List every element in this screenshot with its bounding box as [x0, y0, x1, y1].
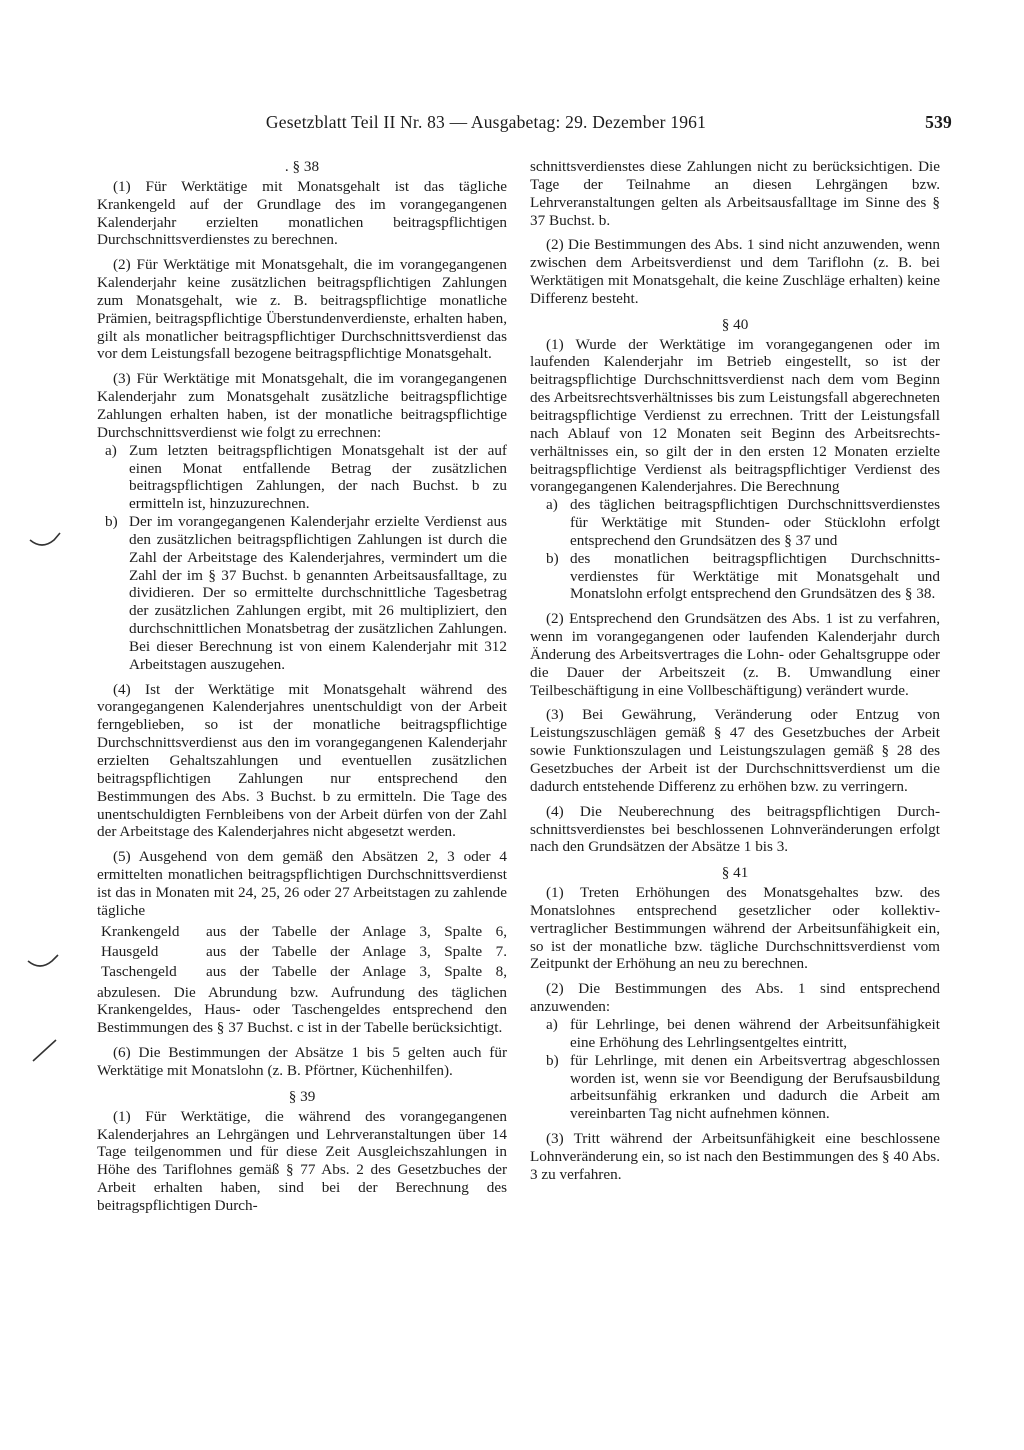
s41-item-a — [546, 1016, 940, 1052]
s38-item-b — [105, 513, 507, 674]
table-row — [101, 922, 507, 942]
right-column — [530, 158, 940, 1184]
benefit-source: aus der Tabelle der Anlage 3, Spalte 7. — [206, 942, 507, 960]
s40-item-b — [546, 550, 940, 604]
item-text: des monatlichen beitragspflichtigen Durchschnittsverdienstes für Werktätige mit Monatsgehalt und Monatslohn erfolgt entsprechend den Grundsätzen des § 38. — [570, 549, 940, 603]
s40-paragraph-4: (4) Die Neuberechnung des beitragspflichtigen Durchschnittsverdienstes bei beschlossenen Lohnveränderungen erfolgt nach den Grundsätzen der Absätze 1 bis 3. — [530, 802, 940, 856]
s41-paragraph-3: (3) Tritt während der Arbeitsunfähigkeit eine beschlossene Lohnveränderung ein, so ist nach den Bestimmungen des § 40 Abs. 3 zu verfahren. — [530, 1130, 940, 1183]
page-number: 539 — [925, 112, 952, 132]
table-row — [101, 942, 507, 962]
s40-paragraph-1: (1) Wurde der Werktätige im vorangegangenen oder im laufenden Kalenderjahr im Betrieb eingestellt, so ist der beitragspflichtige Durchschnittsverdienst nach dem vom Beginn des Arbeitsrechtsverhältnisses bis zum Leistungsfall abgerechneten beitragspflichtige Verdienst zu errechnen. Tritt der Leistungsfall nach Ablauf von 12 Monaten seit Beginn des Arbeitsrechtsverhältnisses ein, so gilt der in den ersten 12 Monaten erzielte beitragspflichtige Verdienst als beitragspflichtiger Verdienst des vorangegangenen Kalenderjahres. Die Berechnung — [530, 335, 940, 496]
s40-item-a — [546, 496, 940, 550]
item-text: Der im vorangegangenen Kalenderjahr erzielte Verdienst aus den zusätzlichen beitragspflichtigen Zahlungen ist durch die Zahl der Arbeitstage des Kalenderjahres, vermindert um die Zahl der im § 37 Buchst. b genannten Arbeitsausfalltage, zu dividieren. Der so ermittelte durchschnittliche Tagesbetrag der zusätzlichen Zahlungen ergibt, mit 26 multipliziert, den durchschnittlichen Monatsbetrag der zusätzlichen Zahlungen. Bei dieser Berechnung ist von einem Kalenderjahr mit 312 Arbeitstagen auszugehen. — [129, 513, 507, 673]
table-row — [101, 962, 507, 982]
s40-paragraph-3: (3) Bei Gewährung, Veränderung oder Entzug von Leistungszuschlägen gemäß § 47 des Gesetzbuches der Arbeit sowie Funktionszulagen und Leistungszulagen gemäß § 28 des Gesetzbuches der Arbeit ist der Durchschnittsverdienst um die dadurch entstehende Differenz zu erhöhen bzw. zu verringern. — [530, 706, 940, 795]
left-column — [97, 158, 507, 1215]
s41-paragraph-1: (1) Treten Erhöhungen des Monatsgehaltes bzw. des Monatslohnes entsprechend gesetzlicher oder kollektivvertraglicher Bestimmungen während der Arbeitsunfähigkeit ein, so ist der monatliche bzw. tägliche Durchschnittsverdienst vom Zeitpunkt der Erhöhung an neu zu berechnen. — [530, 884, 940, 973]
benefit-source: aus der Tabelle der Anlage 3, Spalte 8, — [206, 962, 507, 980]
s38-paragraph-4: (4) Ist der Werktätige mit Monatsgehalt während des vorangegangenen Kalenderjahres unentschuldigt von der Arbeit ferngeblieben, so ist der monatliche beitragspflichtige Durchschnittsverdienst aus den im vorangegangenen Kalenderjahr erzielten Gehaltszahlungen und eventuellen zusätzlichen beitragspflichtigen Zahlungen nur entsprechend den Bestimmungen des Abs. 3 Buchst. b zu ermitteln. Die Tage des unentschuldigten Fernbleibens von der Arbeit dürfen von der Zahl der Arbeitstage des Kalenderjahres nicht abgesetzt werden. — [97, 680, 507, 841]
item-text: des täglichen beitragspflichtigen Durchschnittsverdienstes für Werktätige mit Stunden- oder Stücklohn erfolgt entsprechend den Grundsätzen des § 37 und — [570, 496, 940, 549]
benefit-name: Krankengeld — [101, 922, 180, 940]
item-text: für Lehrlinge, bei denen während der Arbeitsunfähigkeit eine Erhöhung des Lehrlingsentgeltes eintritt, — [570, 1015, 940, 1051]
page-header — [80, 112, 952, 136]
benefit-name: Taschengeld — [101, 962, 177, 980]
section-39-heading: § 39 — [288, 1087, 316, 1105]
item-text: Zum letzten beitragspflichtigen Monatsgehalt ist der auf einen Monat entfallende Betrag der zusätzlichen beitragspflichtigen Zahlungen, der nach Buchst. b zu ermitteln ist, hinzuzurechnen. — [129, 441, 507, 513]
item-label: a) — [546, 496, 558, 514]
s39-paragraph-1: (1) Für Werktätige, die während des vorangegangenen Kalenderjahres an Lehrgängen und Lehrveranstaltungen über 14 Tage teilgenommen und für diese Zeit Ausgleichszahlungen in Höhe des Tariflohnes gemäß § 77 Abs. 2 des Gesetzbuches der Arbeit erhalten haben, sind bei der Berechnung des beitragspflichtigen Durch- — [97, 1107, 507, 1214]
s38-paragraph-3: (3) Für Werktätige mit Monatsgehalt, die im vorangegangenen Kalenderjahr zum Monatsgehalt zusätzliche beitragspflichtige Zahlungen erhalten haben, ist der monatliche beitragspflichtige Durchschnittsverdienst wie folgt zu errechnen: — [97, 370, 507, 441]
benefit-table — [101, 922, 507, 982]
margin-mark-1 — [28, 530, 64, 552]
margin-mark-2 — [26, 952, 62, 974]
s38-paragraph-5-end: abzulesen. Die Abrundung bzw. Aufrundung des täglichen Krankengeldes, Haus- oder Taschengeldes entsprechend den Bestimmungen des § 37 Buchst. c ist in der Tabelle berücksichtigt. — [97, 983, 507, 1037]
section-41-heading: § 41 — [721, 864, 749, 882]
s41-paragraph-2: (2) Die Bestimmungen des Abs. 1 sind entsprechend anzuwenden: — [530, 980, 940, 1016]
item-label: a) — [105, 441, 117, 459]
benefit-source: aus der Tabelle der Anlage 3, Spalte 6, — [206, 922, 507, 940]
s38-paragraph-6: (6) Die Bestimmungen der Absätze 1 bis 5 gelten auch für Werktätige mit Monatslohn (z. B. Pförtner, Küchenhilfen). — [97, 1044, 507, 1079]
item-label: b) — [546, 549, 559, 567]
s38-paragraph-5: (5) Ausgehend von dem gemäß den Absätzen 2, 3 oder 4 ermittelten monatlichen beitragspflichtigen Durchschnittsverdienst ist das in Monaten mit 24, 25, 26 oder 27 Arbeitstagen zu zahlende tägliche — [97, 848, 507, 919]
item-label: b) — [546, 1051, 559, 1069]
s40-paragraph-2: (2) Entsprechend den Grundsätzen des Abs. 1 ist zu verfahren, wenn im vorangegangenen oder laufenden Kalenderjahr durch Änderung des Arbeitsvertrages die Lohn- oder Gehaltsgruppe oder die Dauer der Arbeitszeit (z. B. Umwandlung einer Teilbeschäftigung in eine Vollbeschäftigung) verändert wurde. — [530, 610, 940, 699]
benefit-name: Hausgeld — [101, 942, 159, 960]
s41-item-b — [546, 1052, 940, 1123]
header-title: Gesetzblatt Teil II Nr. 83 — Ausgabetag: 29. Dezember 1961 — [265, 112, 707, 132]
section-40-heading: § 40 — [721, 315, 749, 333]
s38-paragraph-2: (2) Für Werktätige mit Monatsgehalt, die im vorangegangenen Kalenderjahr keine zusätzlichen beitragspflichtigen Zahlungen zum Monatsgehalt, wie z. B. beitragspflichtige monatliche Prämien, beitragspflichtige Überstundenverdienste, erhalten haben, gilt als monatlicher beitragspflichtiger Durchschnittsverdienst das vor dem Leistungsfall bezogene beitragspflichtige Monatsgehalt. — [97, 256, 507, 363]
s39-paragraph-2: (2) Die Bestimmungen des Abs. 1 sind nicht anzuwenden, wenn zwischen dem Arbeitsverdienst und dem Tariflohn (z. B. bei Werktätigen mit Monatsgehalt, die keine Zuschläge erhalten) keine Differenz besteht. — [530, 236, 940, 307]
margin-mark-3 — [30, 1036, 60, 1064]
s38-item-a — [105, 442, 507, 513]
section-38-heading: . § 38 — [284, 158, 320, 175]
item-label: a) — [546, 1015, 558, 1033]
item-text: für Lehrlinge, mit denen ein Arbeitsvertrag abgeschlossen worden ist, wenn sie vor Beendigung der Berufsausbildung arbeitsunfähig erkranken und dadurch die Arbeit am vereinbarten Tag nicht aufnehmen können. — [570, 1051, 940, 1123]
item-label: b) — [105, 513, 118, 531]
s38-paragraph-1: (1) Für Werktätige mit Monatsgehalt ist das tägliche Krankengeld auf der Grundlage des im vorangegangenen Kalenderjahr erzielten monatlichen beitragspflichtigen Durchschnittsverdienstes zu berechnen. — [97, 177, 507, 249]
s39-paragraph-1-cont: schnittsverdienstes diese Zahlungen nicht zu berücksichtigen. Die Tage der Teilnahme an diesen Lehrgängen bzw. Lehrveranstaltungen gelten als Arbeitsausfalltage im Sinne des § 37 Buchst. b. — [530, 158, 940, 229]
